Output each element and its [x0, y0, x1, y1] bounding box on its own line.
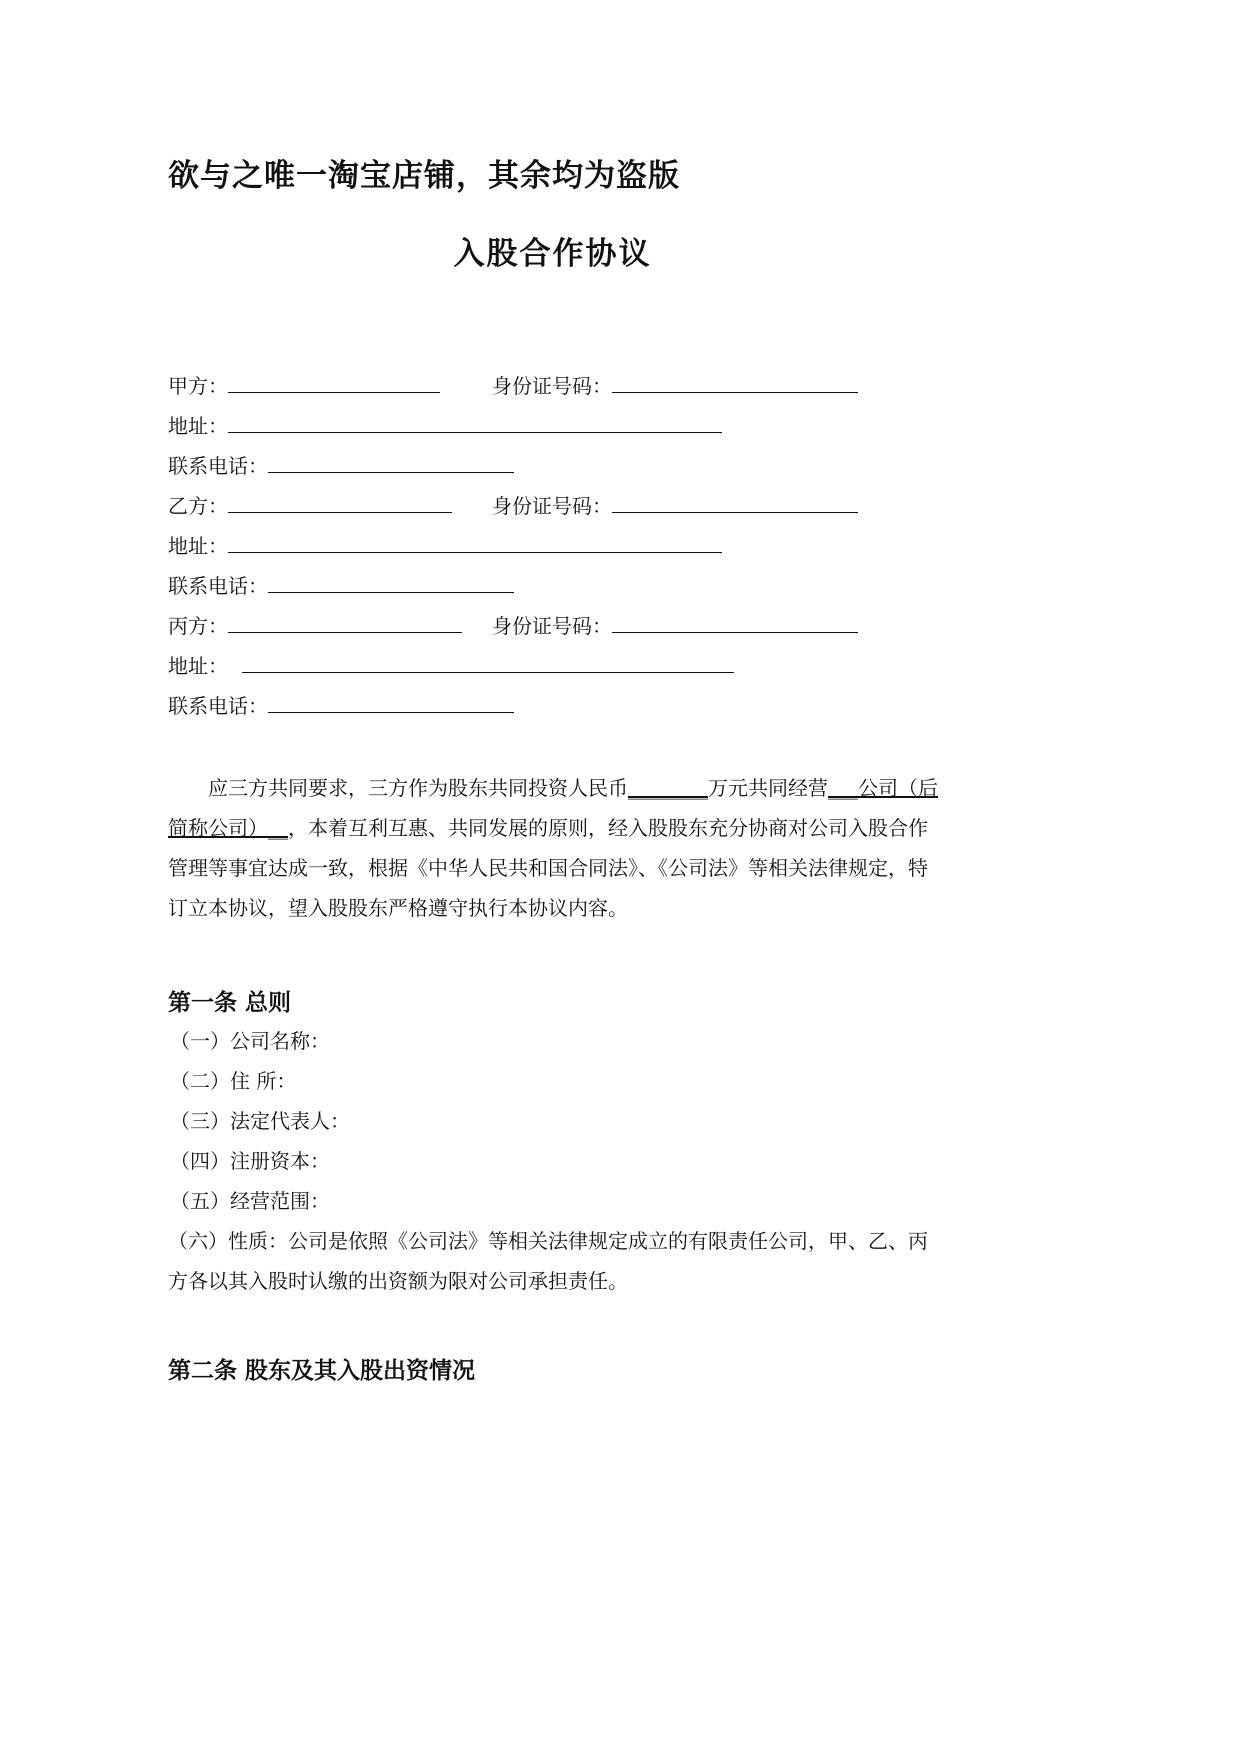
party-b-address-row — [168, 532, 722, 560]
investment-amount-blank[interactable]: ________ — [628, 776, 708, 800]
article-1-item-6: （六）性质：公司是依照《公司法》等相关法律规定成立的有限责任公司，甲、乙、丙方各以其入股时认缴的出资额为限对公司承担责任。 — [168, 1229, 928, 1293]
party-c-phone-label: 联系电话： — [168, 694, 268, 718]
party-a-address-blank[interactable] — [228, 412, 722, 433]
party-c-phone-blank[interactable] — [268, 692, 514, 713]
party-b-label: 乙方： — [168, 494, 228, 518]
party-a-name-row — [168, 372, 440, 400]
party-b-phone-row — [168, 572, 514, 600]
party-a-id-row — [492, 372, 858, 400]
party-b-address-label: 地址： — [168, 534, 228, 558]
party-b-address-blank[interactable] — [228, 532, 722, 553]
article-1-item-1: （一）公司名称： — [170, 1029, 330, 1053]
party-a-address-row — [168, 412, 722, 440]
intro-text-3: ，本着互利互惠、共同发展的原则，经入股股东充分协商对公司入股合作管理等事宜达成一致，根据《中华人民共和国合同法》、《公司法》等相关法律规定，特订立本协议，望入股股东严格遵守执行本协议内容。 — [168, 816, 928, 920]
party-a-label: 甲方： — [168, 374, 228, 398]
party-b-id-blank[interactable] — [612, 492, 858, 513]
party-c-name-blank[interactable] — [228, 612, 462, 633]
party-b-name-row — [168, 492, 452, 520]
party-c-address-blank[interactable] — [242, 652, 734, 673]
party-a-id-blank[interactable] — [612, 372, 858, 393]
party-b-phone-blank[interactable] — [268, 572, 514, 593]
party-b-phone-label: 联系电话： — [168, 574, 268, 598]
company-short-name: 公司（后简称公司） — [168, 776, 938, 840]
party-a-id-label: 身份证号码： — [492, 374, 612, 398]
document-title: 入股合作协议 — [453, 236, 652, 272]
party-c-address-label: 地址： — [168, 654, 228, 678]
party-a-phone-label: 联系电话： — [168, 454, 268, 478]
party-a-address-label: 地址： — [168, 414, 228, 438]
party-b-name-blank[interactable] — [228, 492, 452, 513]
intro-text-1: 应三方共同要求，三方作为股东共同投资人民币 — [208, 776, 628, 800]
company-name-blank[interactable]: ___ — [828, 776, 858, 800]
party-c-address-row — [168, 652, 734, 680]
party-c-id-label: 身份证号码： — [492, 614, 612, 638]
article-1-item-3: （三）法定代表人： — [170, 1109, 350, 1133]
party-a-phone-row — [168, 452, 514, 480]
party-c-id-row — [492, 612, 858, 640]
article-1-item-2: （二）住 所： — [170, 1069, 297, 1093]
party-b-id-label: 身份证号码： — [492, 494, 612, 518]
company-name-blank-2[interactable]: __ — [268, 816, 288, 840]
party-c-id-blank[interactable] — [612, 612, 858, 633]
article-1-item-5: （五）经营范围： — [170, 1189, 330, 1213]
party-c-phone-row — [168, 692, 514, 720]
article-1-item-4: （四）注册资本： — [170, 1149, 330, 1173]
intro-text-2: 万元共同经营 — [708, 776, 828, 800]
party-a-name-blank[interactable] — [228, 372, 440, 393]
party-a-phone-blank[interactable] — [268, 452, 514, 473]
party-c-label: 丙方： — [168, 614, 228, 638]
store-notice: 欲与之唯一淘宝店铺，其余均为盗版 — [168, 158, 680, 194]
party-b-id-row — [492, 492, 858, 520]
intro-paragraph — [168, 768, 943, 928]
party-c-name-row — [168, 612, 462, 640]
article-2-heading: 第二条 股东及其入股出资情况 — [168, 1358, 476, 1384]
article-1-heading: 第一条 总则 — [168, 990, 292, 1016]
